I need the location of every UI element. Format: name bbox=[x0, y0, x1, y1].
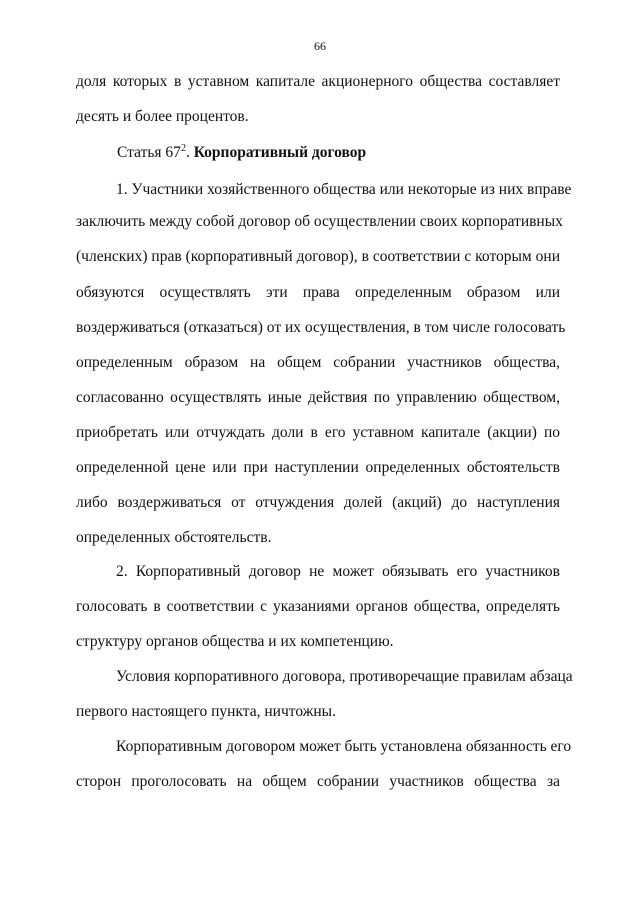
page-number: 66 bbox=[314, 39, 326, 53]
text-line: сторон проголосовать на общем собрании участников общества за bbox=[76, 773, 560, 790]
text-line: Корпоративным договором может быть установлена обязанность его bbox=[116, 738, 572, 755]
text-line: приобретать или отчуждать доли в его уставном капитале (акции) по bbox=[76, 424, 560, 441]
text-line: (членских) прав (корпоративный договор), в соответствии с которым они bbox=[76, 248, 560, 265]
text-line: первого настоящего пункта, ничтожны. bbox=[76, 703, 336, 720]
text-line: определенным образом на общем собрании участников общества, bbox=[76, 354, 560, 371]
text-line: согласованно осуществлять иные действия по управлению обществом, bbox=[76, 389, 560, 406]
text-line: определенных обстоятельств. bbox=[76, 529, 272, 546]
text-line: обязуются осуществлять эти права определенным образом или bbox=[76, 284, 560, 301]
text-line: заключить между собой договор об осуществлении своих корпоративных bbox=[76, 213, 563, 230]
text-line: структуру органов общества и их компетенцию. bbox=[76, 633, 394, 650]
article-number-superscript: 2 bbox=[180, 143, 186, 154]
article-number: Статья 67 bbox=[117, 144, 181, 161]
text-line: 2. Корпоративный договор не может обязывать его участников bbox=[116, 563, 560, 580]
text-line: 1. Участники хозяйственного общества или некоторые из них вправе bbox=[116, 181, 572, 198]
text-line: Условия корпоративного договора, противоречащие правилам абзаца bbox=[116, 668, 573, 685]
article-title: Корпоративный договор bbox=[193, 144, 367, 161]
text-line: голосовать в соответствии с указаниями органов общества, определять bbox=[76, 598, 560, 615]
text-line: воздерживаться (отказаться) от их осуществления, в том числе голосовать bbox=[76, 319, 566, 336]
text-line: либо воздерживаться от отчуждения долей (акций) до наступления bbox=[76, 494, 560, 511]
text-line: доля которых в уставном капитале акционерного общества составляет bbox=[76, 73, 560, 90]
text-line: определенной цене или при наступлении определенных обстоятельств bbox=[76, 459, 560, 476]
text-line: десять и более процентов. bbox=[76, 108, 249, 125]
article-heading: Статья $67^2$. Корпоративный договор bbox=[117, 143, 367, 161]
